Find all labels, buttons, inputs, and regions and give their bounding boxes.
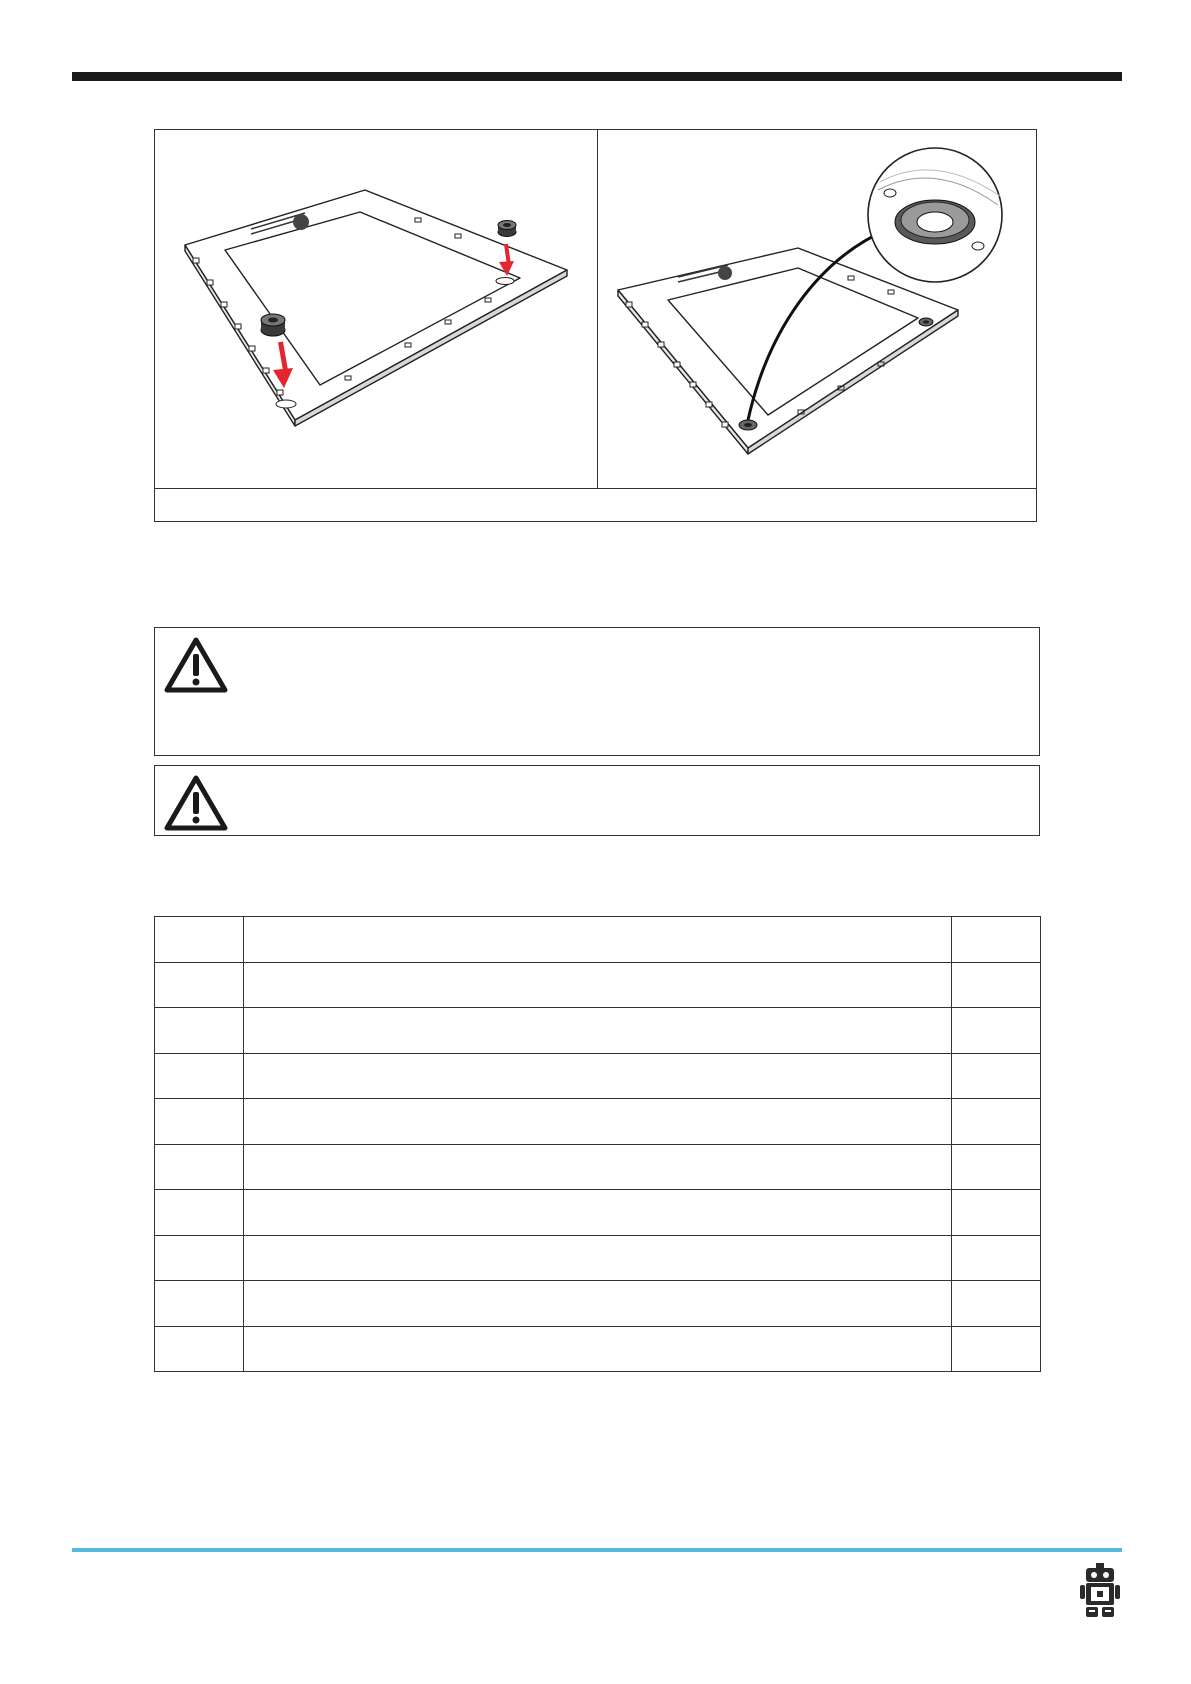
header-rule	[72, 72, 1122, 81]
table-row	[155, 1008, 1041, 1054]
table-row	[155, 1281, 1041, 1327]
table-cell	[952, 1235, 1041, 1281]
table-cell	[244, 1099, 952, 1145]
table-cell	[155, 1008, 244, 1054]
table-row	[155, 1190, 1041, 1236]
figure-panel-left	[155, 130, 598, 488]
table-cell	[244, 1235, 952, 1281]
parts-table	[154, 916, 1041, 1372]
table-cell	[952, 1144, 1041, 1190]
table-row	[155, 962, 1041, 1008]
warning-box	[154, 765, 1040, 836]
table-cell	[952, 1326, 1041, 1372]
warning-triangle-icon	[163, 636, 229, 694]
table-cell	[155, 962, 244, 1008]
table-cell	[244, 1326, 952, 1372]
figure-caption	[155, 488, 1036, 521]
table-row	[155, 917, 1041, 963]
table-cell	[244, 1281, 952, 1327]
table-cell	[155, 1235, 244, 1281]
table-row	[155, 1099, 1041, 1145]
table-cell	[155, 1053, 244, 1099]
table-cell	[244, 962, 952, 1008]
table-cell	[244, 1008, 952, 1054]
table-cell	[952, 1190, 1041, 1236]
table-cell	[952, 962, 1041, 1008]
warning-box	[154, 627, 1040, 756]
table-row	[155, 1144, 1041, 1190]
base-plate-bearing-detail-illustration	[598, 130, 1036, 488]
robot-mascot-logo	[1078, 1563, 1122, 1623]
footer-rule	[72, 1548, 1122, 1552]
table-cell	[155, 1326, 244, 1372]
table-cell	[155, 1144, 244, 1190]
base-plate-bearing-insert-illustration	[155, 130, 597, 488]
table-cell	[952, 1008, 1041, 1054]
table-row	[155, 1053, 1041, 1099]
figure-box	[154, 129, 1037, 522]
table-row	[155, 1235, 1041, 1281]
table-cell	[952, 1053, 1041, 1099]
table-cell	[244, 1144, 952, 1190]
table-cell	[244, 1053, 952, 1099]
table-cell	[244, 1190, 952, 1236]
warning-triangle-icon	[163, 774, 229, 832]
table-cell	[155, 1099, 244, 1145]
table-cell	[155, 917, 244, 963]
table-row	[155, 1326, 1041, 1372]
table-cell	[155, 1281, 244, 1327]
table-cell	[952, 1281, 1041, 1327]
table-cell	[952, 917, 1041, 963]
figure-panel-right	[598, 130, 1036, 488]
table-cell	[155, 1190, 244, 1236]
table-cell	[952, 1099, 1041, 1145]
table-cell	[244, 917, 952, 963]
